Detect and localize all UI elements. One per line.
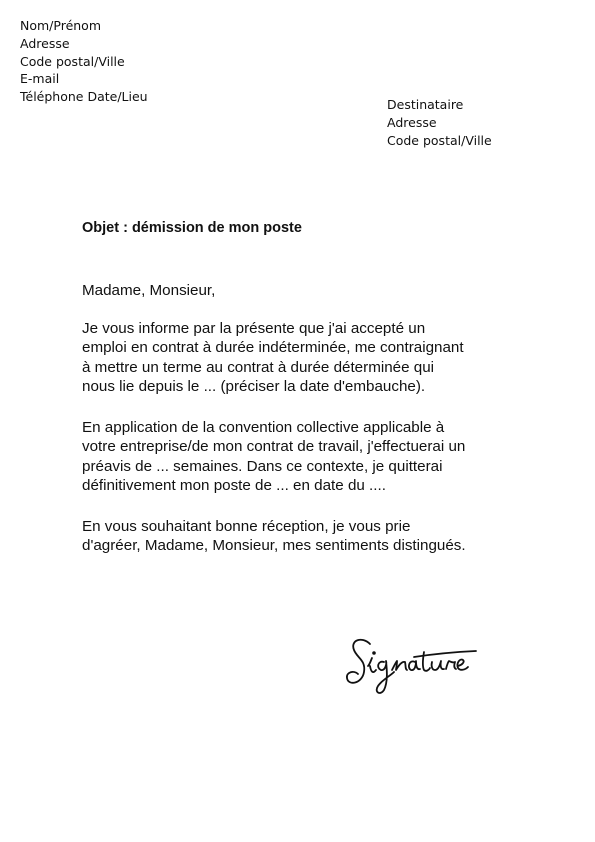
paragraph-line: préavis de ... semaines. Dans ce contexte, je quitterai bbox=[82, 457, 443, 475]
letter-subject: Objet : démission de mon poste bbox=[82, 220, 302, 236]
sender-postal-city: Code postal/Ville bbox=[20, 53, 125, 69]
paragraph-line: votre entreprise/de mon contrat de travail, j'effectuerai un bbox=[82, 438, 466, 456]
paragraph-closing bbox=[82, 517, 522, 556]
sender-email: E-mail bbox=[20, 71, 60, 87]
paragraph-notice-period bbox=[82, 418, 522, 496]
paragraph-line: En vous souhaitant bonne réception, je vous prie bbox=[82, 518, 411, 535]
handwritten-signature bbox=[344, 630, 504, 700]
paragraph-line: nous lie depuis le ... (préciser la date d'embauche). bbox=[82, 378, 426, 396]
paragraph-resignation-notice bbox=[82, 319, 522, 397]
paragraph-line: d'agréer, Madame, Monsieur, mes sentiments distingués. bbox=[82, 537, 466, 555]
paragraph-line: définitivement mon poste de ... en date du .... bbox=[82, 477, 386, 495]
recipient-address: Adresse bbox=[387, 114, 437, 130]
letter-salutation: Madame, Monsieur, bbox=[82, 282, 216, 299]
recipient-name: Destinataire bbox=[387, 97, 464, 112]
sender-phone-date-place: Téléphone Date/Lieu bbox=[20, 89, 148, 105]
sender-address-block bbox=[20, 17, 148, 106]
sender-name: Nom/Prénom bbox=[20, 18, 102, 33]
paragraph-line: à mettre un terme au contrat à durée déterminée qui bbox=[82, 358, 435, 376]
paragraph-line: Je vous informe par la présente que j'ai accepté un bbox=[82, 320, 426, 337]
paragraph-line: emploi en contrat à durée indéterminée, me contraignant bbox=[82, 339, 464, 357]
paragraph-line: En application de la convention collective applicable à bbox=[82, 419, 445, 436]
sender-address: Adresse bbox=[20, 35, 70, 51]
recipient-postal-city: Code postal/Ville bbox=[387, 132, 492, 148]
recipient-address-block bbox=[387, 96, 492, 149]
